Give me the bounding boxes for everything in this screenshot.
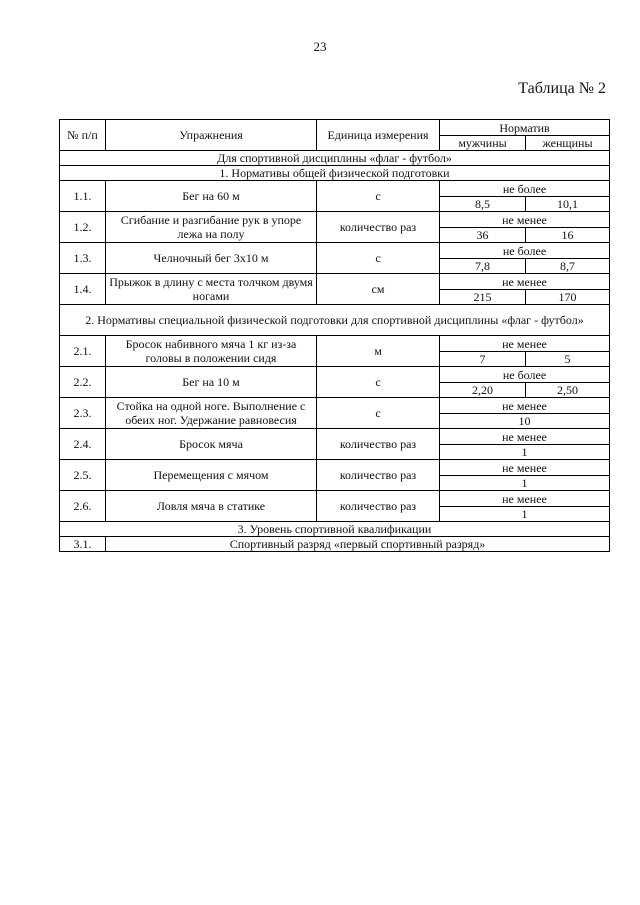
women-value: 2,50 [526,383,610,398]
section-row [60,522,610,537]
condition-cell: не более [440,181,610,197]
condition-cell: не менее [440,212,610,228]
norms-table [59,119,610,552]
table-row [60,181,610,197]
women-value: 10,1 [526,197,610,212]
women-value: 8,7 [526,259,610,274]
discipline-title: Для спортивной дисциплины «флаг - футбол» [60,151,610,166]
row-num: 2.5. [60,460,106,491]
table-row [60,537,610,552]
common-value: 1 [440,476,610,491]
row-num: 2.4. [60,429,106,460]
table-row [60,367,610,383]
row-num: 1.3. [60,243,106,274]
women-value: 5 [526,352,610,367]
condition-cell: не менее [440,491,610,507]
exercise-name: Бег на 60 м [106,181,317,212]
section-title: 2. Нормативы специальной физической подготовки для спортивной дисциплины «флаг - футбол» [60,305,610,336]
table-row [60,429,610,445]
unit-cell: с [317,181,440,212]
exercise-name: Бросок мяча [106,429,317,460]
row-num: 2.1. [60,336,106,367]
men-value: 215 [440,290,526,305]
row-num: 1.2. [60,212,106,243]
condition-cell: не более [440,367,610,383]
header-row [60,120,610,136]
men-value: 2,20 [440,383,526,398]
section-title: 3. Уровень спортивной квалификации [60,522,610,537]
common-value: 1 [440,445,610,460]
common-value: 1 [440,507,610,522]
header-men: мужчины [440,136,526,151]
unit-cell: см [317,274,440,305]
women-value: 170 [526,290,610,305]
unit-cell: количество раз [317,212,440,243]
exercise-name: Ловля мяча в статике [106,491,317,522]
unit-cell: с [317,243,440,274]
table-row [60,336,610,352]
table-row [60,274,610,290]
condition-cell: не менее [440,274,610,290]
table-caption: Таблица № 2 [518,80,606,97]
table-row [60,460,610,476]
exercise-name: Прыжок в длину с места толчком двумя ногами [106,274,317,305]
row-num: 1.4. [60,274,106,305]
table-row [60,243,610,259]
discipline-row [60,151,610,166]
header-women: женщины [526,136,610,151]
unit-cell: с [317,398,440,429]
row-num: 2.6. [60,491,106,522]
exercise-name: Бросок набивного мяча 1 кг из-за головы в положении сидя [106,336,317,367]
exercise-name: Бег на 10 м [106,367,317,398]
exercise-name: Сгибание и разгибание рук в упоре лежа на полу [106,212,317,243]
men-value: 7 [440,352,526,367]
section-title: 1. Нормативы общей физической подготовки [60,166,610,181]
men-value: 8,5 [440,197,526,212]
unit-cell: м [317,336,440,367]
row-num: 2.3. [60,398,106,429]
men-value: 36 [440,228,526,243]
unit-cell: с [317,367,440,398]
unit-cell: количество раз [317,429,440,460]
condition-cell: не менее [440,336,610,352]
exercise-name: Стойка на одной ноге. Выполнение с обеих ног. Удержание равновесия [106,398,317,429]
condition-cell: не менее [440,398,610,414]
section-row [60,305,610,336]
row-num: 1.1. [60,181,106,212]
men-value: 7,8 [440,259,526,274]
women-value: 16 [526,228,610,243]
qualification-text: Спортивный разряд «первый спортивный разряд» [106,537,610,552]
header-norm: Норматив [440,120,610,136]
table-row [60,398,610,414]
header-exercise: Упражнения [106,120,317,151]
common-value: 10 [440,414,610,429]
table-row [60,491,610,507]
header-unit: Единица измерения [317,120,440,151]
exercise-name: Челночный бег 3х10 м [106,243,317,274]
condition-cell: не более [440,243,610,259]
condition-cell: не менее [440,460,610,476]
row-num: 2.2. [60,367,106,398]
unit-cell: количество раз [317,491,440,522]
table-row [60,212,610,228]
unit-cell: количество раз [317,460,440,491]
header-num: № п/п [60,120,106,151]
section-row [60,166,610,181]
exercise-name: Перемещения с мячом [106,460,317,491]
row-num: 3.1. [60,537,106,552]
page-number: 23 [313,39,327,54]
condition-cell: не менее [440,429,610,445]
